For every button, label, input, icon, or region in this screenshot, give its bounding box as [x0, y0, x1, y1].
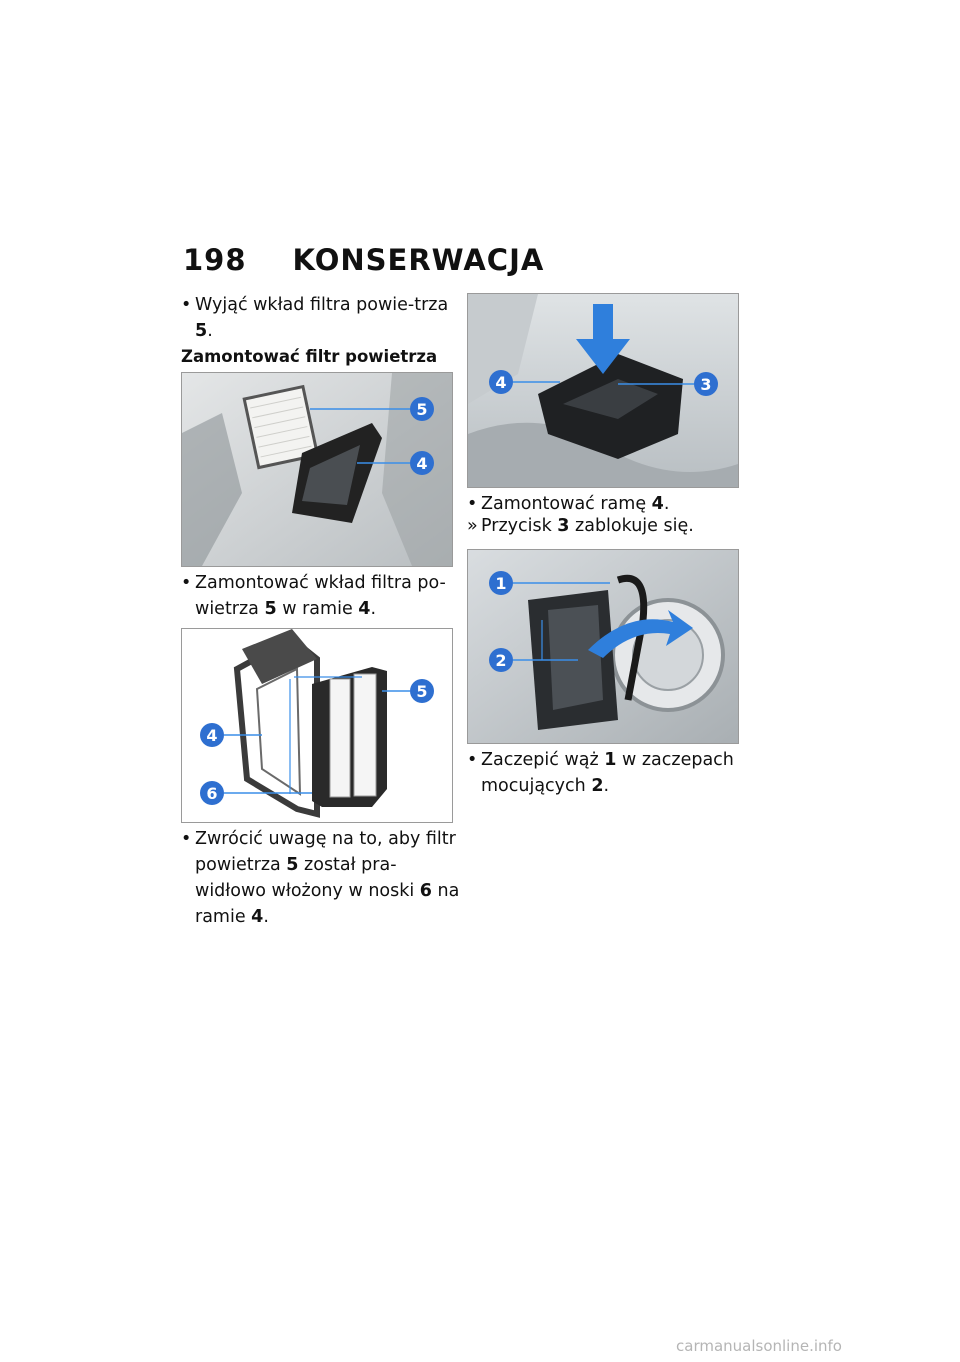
callout-2: 2 [495, 651, 507, 670]
bullet: • [467, 750, 478, 770]
figure-filter-removal [181, 372, 453, 567]
bullet: • [181, 829, 192, 849]
ref-number: 6 [419, 881, 432, 901]
step-check-filter: • Zwrócić uwagę na to, aby filtr powietrza 5 został pra-widłowo włożony w noski 6 na ramie 4. [181, 826, 463, 930]
ref-number: 5 [286, 855, 299, 875]
section-heading: Zamontować filtr powietrza [181, 347, 438, 366]
step-remove-filter: • Wyjąć wkład filtra powie-trza 5. [181, 292, 463, 344]
ref-number: 4 [358, 599, 371, 619]
callout-4: 4 [416, 454, 428, 473]
result-mark: » [467, 516, 478, 536]
figure-frame-install [467, 293, 739, 488]
callout-4: 4 [495, 373, 507, 392]
ref-number: 5 [264, 599, 277, 619]
figure-filter-frame [181, 628, 453, 823]
bullet: • [467, 494, 478, 514]
ref-number: 4 [251, 907, 264, 927]
bullet: • [181, 573, 192, 593]
callout-3: 3 [700, 375, 712, 394]
step-install-filter: • Zamontować wkład filtra po-wietrza 5 w ramie 4. [181, 570, 463, 622]
ref-number: 5 [195, 321, 208, 341]
callout-5: 5 [416, 400, 428, 419]
step-install-frame: • Zamontować ramę 4. [467, 491, 751, 517]
page-header [183, 242, 544, 278]
ref-number: 4 [651, 494, 664, 514]
ref-number: 2 [591, 776, 604, 796]
result-button-locks: » Przycisk 3 zablokuje się. [467, 513, 751, 539]
figure-hose-attach [467, 549, 739, 744]
page-title: KONSERWACJA [292, 243, 545, 277]
step-attach-hose: • Zaczepić wąż 1 w zaczepach mocujących 2. [467, 747, 751, 799]
ref-number: 3 [557, 516, 570, 536]
callout-6: 6 [206, 784, 218, 803]
ref-number: 1 [604, 750, 617, 770]
bullet: • [181, 295, 192, 315]
callout-5: 5 [416, 682, 428, 701]
watermark: carmanualsonline.info [676, 1337, 842, 1355]
callout-1: 1 [495, 574, 507, 593]
callout-4: 4 [206, 726, 218, 745]
page-number: 198 [183, 243, 247, 277]
